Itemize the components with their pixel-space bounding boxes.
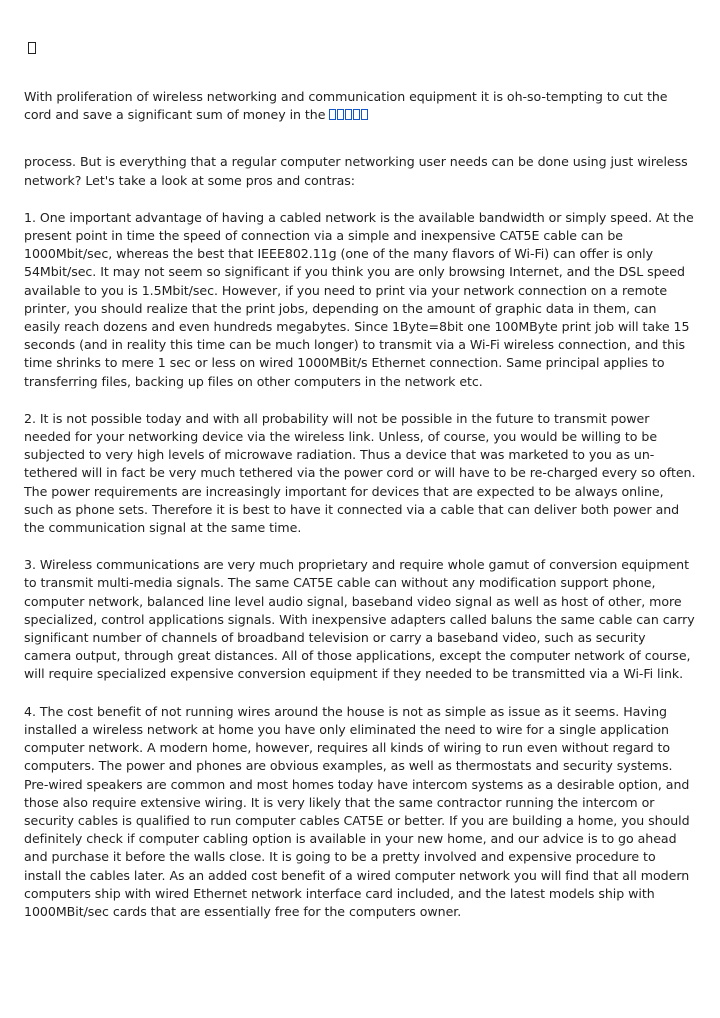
link-glyph-icon (329, 109, 336, 120)
missing-glyph-row (24, 40, 696, 58)
inline-link[interactable] (329, 107, 369, 122)
link-spacer (24, 124, 696, 153)
paragraph-bandwidth: 1. One important advantage of having a cabled network is the available bandwidth or simply speed. At the present point in time the speed of connection via a simple and inexpensive CAT5E cable can be 1000Mbit/sec, whereas the best that IEEE802.11g (one of the many flavors of Wi-Fi) can offer is only 54Mbit/sec. It may not seem so significant if you think you are only browsing Internet, and the DSL speed available to you is 1.5Mbit/sec. However, if you need to print via your network connection on a remote printer, you should realize that the print jobs, depending on the amount of graphic data in them, can easily reach dozens and even hundreds megabytes. Since 1Byte=8bit one 100MByte print job will take 15 seconds (and in reality this time can be much longer) to transmit via a Wi-Fi wireless connection, and this time shrinks to mere 1 sec or less on wired 1000MBit/s Ethernet connection. Same principal applies to transferring files, backing up files on other computers in the network etc. (24, 209, 694, 389)
intro-text: With proliferation of wireless networking and communication equipment it is oh-so-tempting to cut the cord and save a significant sum of money in the (24, 89, 668, 123)
document-page (24, 40, 696, 940)
link-glyph-icon (361, 109, 368, 120)
paragraph-multimedia: 3. Wireless communications are very much proprietary and require whole gamut of conversion equipment to transmit multi-media signals. The same CAT5E cable can without any modification support phone, computer network, balanced line level audio signal, baseband video signal as well as host of other, more specialized, control applications signals. With inexpensive adapters called baluns the same cable can carry significant number of channels of broadband television or carry a baseband video, such as security camera output, through great distances. All of those applications, except the computer network of course, will require specialized expensive conversion equipment if they needed to be transmitted via a Wi-Fi link. (24, 557, 695, 682)
paragraph-power: 2. It is not possible today and with all probability will not be possible in the future to transmit power needed for your networking device via the wireless link. Unless, of course, you would be willing to be subjected to very high levels of microwave radiation. Thus a device that was marketed to you as un-tethered will in fact be very much tethered via the power cord or will have to be re-charged every so often. The power requirements are increasingly important for devices that are expected to be always online, such as phone sets. Therefore it is best to have it connected via a cable that can deliver both power and the communication signal at the same time. (24, 410, 696, 536)
intro-paragraph (24, 88, 696, 124)
intro-continuation: process. But is everything that a regular computer networking user needs can be done using just wireless network? Let's take a look at some pros and contras: (24, 154, 688, 188)
link-glyph-icon (345, 109, 352, 120)
missing-glyph-icon (28, 42, 36, 54)
paragraph-cost: 4. The cost benefit of not running wires around the house is not as simple as issue as it seems. Having installed a wireless network at home you have only eliminated the need to wire for a single application computer network. A modern home, however, requires all kinds of wiring to run even without regard to computers. The power and phones are obvious examples, as well as thermostats and security systems. Pre-wired speakers are common and most homes today have intercom systems as a desirable option, and those also require extensive wiring. It is very likely that the same contractor running the intercom or security cables is qualified to run computer cables CAT5E or better. If you are building a home, you should definitely check if computer cabling option is available in your new home, and our advice is to go ahead and purchase it before the walls close. It is going to be a pretty involved and expensive procedure to install the cables later. As an added cost benefit of a wired computer network you will find that all modern computers ship with wired Ethernet network interface card included, and the latest models ship with 1000MBit/sec cards that are essentially free for the computers owner. (24, 703, 690, 919)
link-glyph-icon (337, 109, 344, 120)
link-glyph-icon (353, 109, 360, 120)
